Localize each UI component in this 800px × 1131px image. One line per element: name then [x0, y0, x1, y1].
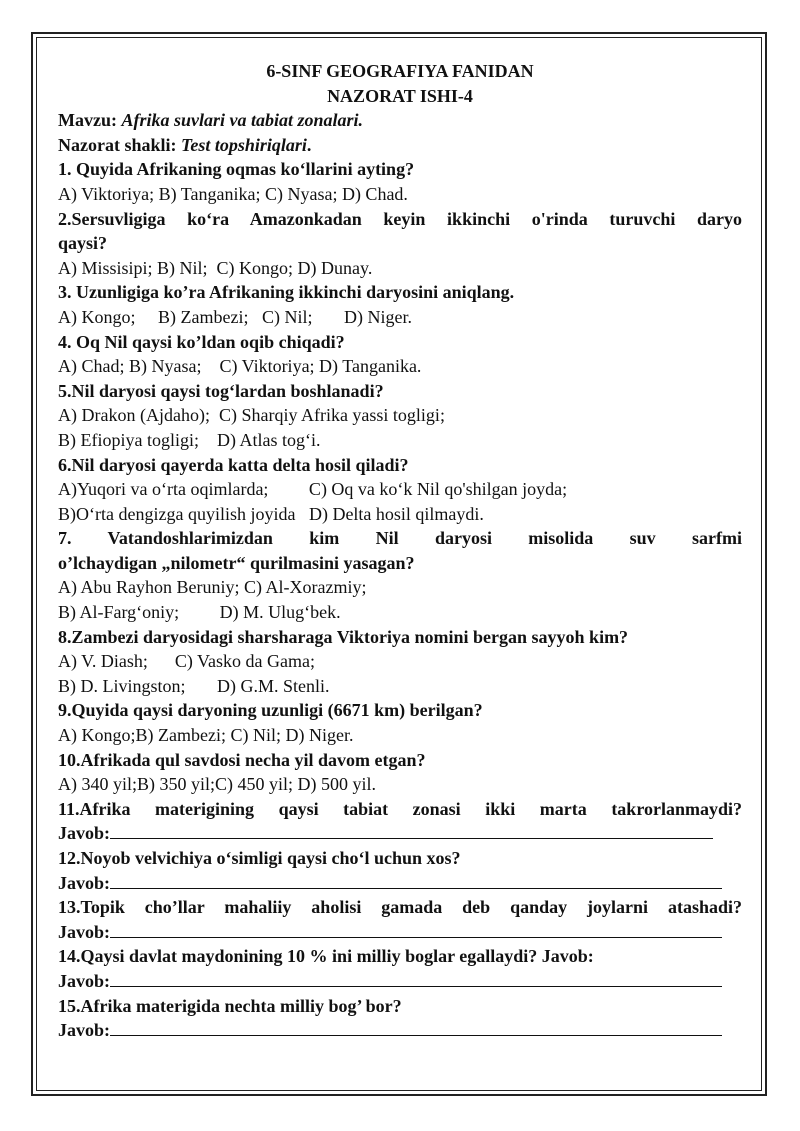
answer-label: Javob:	[58, 872, 111, 893]
question-3-options: A) Kongo; B) Zambezi; C) Nil; D) Niger.	[58, 306, 412, 327]
answer-label: Javob:	[58, 921, 111, 942]
question-2-line-2: qaysi?	[58, 233, 108, 254]
answer-line-13[interactable]	[110, 923, 722, 938]
question-9: 9.Quyida qaysi daryoning uzunligi (6671 km) berilgan?	[58, 700, 483, 721]
question-8: 8.Zambezi daryosidagi sharsharaga Viktoriya nomini bergan sayyoh kim?	[58, 626, 629, 647]
question-2-line-1: 2.Sersuvligiga ko‘ra Amazonkadan keyin ikkinchi o'rinda turuvchi daryo	[58, 208, 742, 229]
question-9-options: A) Kongo;B) Zambezi; C) Nil; D) Niger.	[58, 725, 354, 746]
question-11: 11.Afrika materigining qaysi tabiat zonasi ikki marta takrorlanmaydi?	[58, 798, 742, 819]
question-6-options-2: B)O‘rta dengizga quyilish joyida D) Delta hosil qilmaydi.	[58, 503, 484, 524]
form-value: Test topshiriqlari	[181, 134, 307, 155]
question-5: 5.Nil daryosi qaysi tog‘lardan boshlanadi?	[58, 380, 384, 401]
answer-label: Javob:	[58, 823, 111, 844]
question-7-options-2: B) Al-Farg‘oniy; D) M. Ulug‘bek.	[58, 602, 341, 623]
answer-line-14[interactable]	[110, 972, 722, 987]
question-12: 12.Noyob velvichiya o‘simligi qaysi cho‘l uchun xos?	[58, 848, 461, 868]
title-line-1: 6-SINF GEOGRAFIYA FANIDAN	[266, 61, 534, 81]
form-end: .	[306, 134, 312, 155]
question-5-options-2: B) Efiopiya togligi; D) Atlas tog‘i.	[58, 429, 321, 450]
form-line	[58, 133, 742, 158]
answer-row-15	[58, 1018, 742, 1043]
question-4: 4. Oq Nil qaysi ko’ldan oqib chiqadi?	[58, 331, 345, 352]
question-10-options: A) 340 yil;B) 350 yil;C) 450 yil; D) 500 yil.	[58, 774, 376, 795]
question-5-options-1: A) Drakon (Ajdaho); C) Sharqiy Afrika yassi togligi;	[58, 405, 445, 426]
question-8-options-1: A) V. Diash; C) Vasko da Gama;	[58, 651, 315, 672]
question-7-options-1: A) Abu Rayhon Beruniy; C) Al-Xorazmiy;	[58, 577, 367, 598]
answer-row-14	[58, 969, 742, 994]
answer-line-11[interactable]	[110, 824, 713, 839]
question-14: 14.Qaysi davlat maydonining 10 % ini milliy boglar egallaydi? Javob:	[58, 946, 594, 967]
answer-row-11	[58, 821, 742, 846]
answer-label: Javob:	[58, 970, 111, 991]
question-13: 13.Topik cho’llar mahaliiy aholisi gamada deb qanday joylarni atashadi?	[58, 897, 742, 918]
title-line-2: NAZORAT ISHI-4	[327, 85, 473, 106]
question-1-options: A) Viktoriya; B) Tanganika; C) Nyasa; D) Chad.	[58, 183, 408, 204]
question-3: 3. Uzunligiga ko’ra Afrikaning ikkinchi daryosini aniqlang.	[58, 282, 515, 303]
question-6-options-1: A)Yuqori va o‘rta oqimlarda; C) Oq va ko‘k Nil qo'shilgan joyda;	[58, 479, 568, 500]
question-7-line-2: o’lchaydigan „nilometr“ qurilmasini yasagan?	[58, 552, 415, 573]
topic-label: Mavzu:	[58, 110, 122, 131]
topic-value: Afrika suvlari va tabiat zonalari.	[121, 110, 364, 131]
question-8-options-2: B) D. Livingston; D) G.M. Stenli.	[58, 675, 330, 696]
topic-line	[58, 108, 742, 133]
question-1: 1. Quyida Afrikaning oqmas ko‘llarini ayting?	[58, 159, 415, 180]
answer-row-12	[58, 871, 742, 896]
question-2-options: A) Missisipi; B) Nil; C) Kongo; D) Dunay.	[58, 257, 373, 278]
answer-line-12[interactable]	[110, 874, 722, 889]
question-6: 6.Nil daryosi qayerda katta delta hosil qiladi?	[58, 454, 409, 475]
question-10: 10.Afrikada qul savdosi necha yil davom etgan?	[58, 749, 426, 770]
question-4-options: A) Chad; B) Nyasa; C) Viktoriya; D) Tanganika.	[58, 356, 422, 377]
answer-line-15[interactable]	[110, 1021, 722, 1036]
answer-row-13	[58, 920, 742, 945]
form-label: Nazorat shakli:	[58, 134, 181, 155]
question-7-line-1: 7. Vatandoshlarimizdan kim Nil daryosi misolida suv sarfmi	[58, 528, 742, 549]
question-15: 15.Afrika materigida nechta milliy bog’ bor?	[58, 995, 402, 1016]
answer-label: Javob:	[58, 1020, 111, 1041]
test-document	[58, 59, 742, 1043]
